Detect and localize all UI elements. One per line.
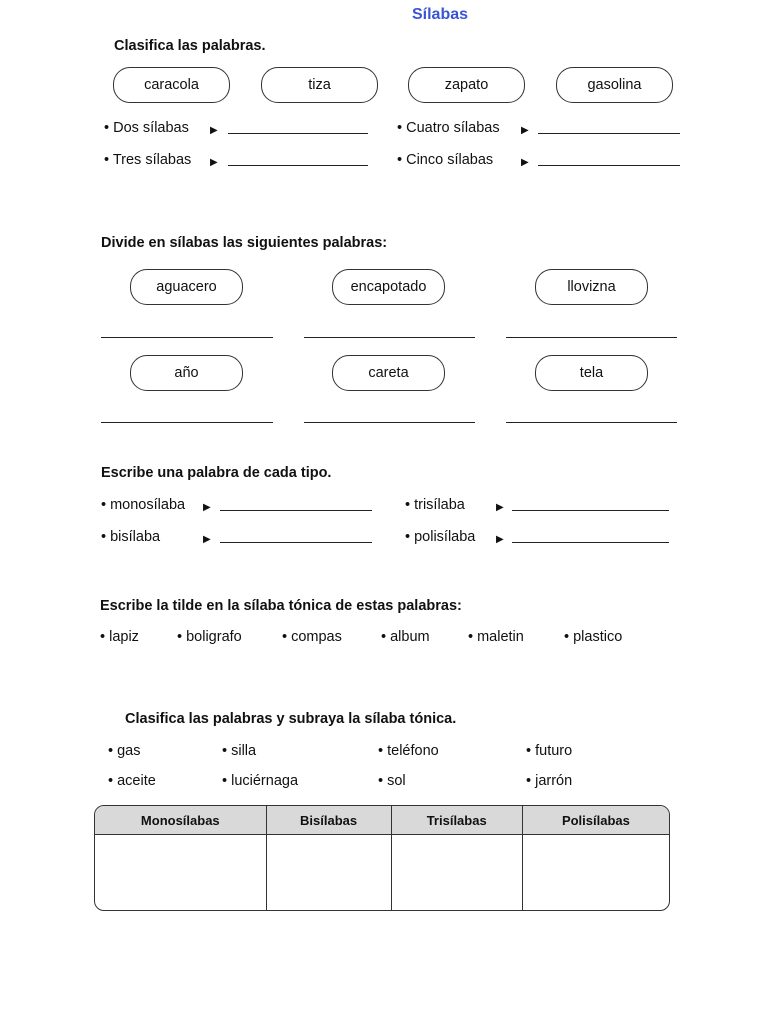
prompt-cuatro-silabas: • Cuatro sílabas xyxy=(397,120,500,136)
word-label: silla xyxy=(231,743,257,759)
word-label: aceite xyxy=(117,773,156,789)
list-item: • compas xyxy=(282,629,342,645)
bullet-icon: • xyxy=(108,773,118,789)
column-header-monosilabas: Monosílabas xyxy=(95,806,267,835)
prompt-tres-silabas: • Tres sílabas xyxy=(104,152,192,168)
bullet-icon: • xyxy=(378,773,388,789)
answer-line[interactable] xyxy=(304,337,475,338)
table-cell-trisilabas[interactable] xyxy=(392,835,523,910)
answer-line[interactable] xyxy=(228,165,368,166)
list-item xyxy=(222,773,298,789)
list-item: • boligrafo xyxy=(177,629,242,645)
arrow-right-icon: ▶ xyxy=(210,157,218,168)
column-header-trisilabas: Trisílabas xyxy=(392,806,523,835)
table-cell-bisilabas[interactable] xyxy=(267,835,392,910)
answer-line[interactable] xyxy=(538,133,680,134)
table-cell-polisilabas[interactable] xyxy=(523,835,669,910)
list-item xyxy=(108,743,141,759)
arrow-right-icon: ▶ xyxy=(521,125,529,136)
prompt-polisilaba: • polisílaba xyxy=(405,529,476,545)
word-box-encapotado: encapotado xyxy=(332,269,445,305)
column-header-polisilabas: Polisílabas xyxy=(523,806,669,835)
bullet-icon: • xyxy=(526,773,536,789)
arrow-right-icon: ▶ xyxy=(210,125,218,136)
word-box-ano: año xyxy=(130,355,243,391)
bullet-icon: • xyxy=(222,773,232,789)
answer-line[interactable] xyxy=(101,337,273,338)
word-label: gas xyxy=(117,743,141,759)
section5-heading: Clasifica las palabras y subraya la sílaba tónica. xyxy=(125,711,457,727)
list-item: • plastico xyxy=(564,629,623,645)
arrow-right-icon: ▶ xyxy=(203,534,211,545)
prompt-monosilaba: • monosílaba xyxy=(101,497,186,513)
arrow-right-icon: ▶ xyxy=(521,157,529,168)
list-item xyxy=(526,773,572,789)
word-box-aguacero: aguacero xyxy=(130,269,243,305)
list-item xyxy=(222,743,256,759)
answer-line[interactable] xyxy=(506,337,677,338)
word-label: teléfono xyxy=(387,743,439,759)
section4-heading: Escribe la tilde en la sílaba tónica de estas palabras: xyxy=(100,598,462,614)
column-header-bisilabas: Bisílabas xyxy=(267,806,392,835)
answer-line[interactable] xyxy=(101,422,273,423)
bullet-icon: • xyxy=(222,743,232,759)
page-title: Sílabas xyxy=(411,6,469,23)
word-box-llovizna: llovizna xyxy=(535,269,648,305)
answer-line[interactable] xyxy=(228,133,368,134)
word-box-zapato: zapato xyxy=(408,67,525,103)
prompt-bisilaba: • bisílaba xyxy=(101,529,161,545)
classification-table xyxy=(94,805,670,911)
answer-line[interactable] xyxy=(220,542,372,543)
list-item: • maletin xyxy=(468,629,524,645)
arrow-right-icon: ▶ xyxy=(203,502,211,513)
arrow-right-icon: ▶ xyxy=(496,534,504,545)
bullet-icon: • xyxy=(378,743,388,759)
list-item xyxy=(378,743,439,759)
answer-line[interactable] xyxy=(512,510,669,511)
answer-line[interactable] xyxy=(220,510,372,511)
answer-line[interactable] xyxy=(506,422,677,423)
list-item: • album xyxy=(381,629,430,645)
list-item xyxy=(526,743,572,759)
list-item xyxy=(108,773,156,789)
list-item: • lapiz xyxy=(100,629,139,645)
arrow-right-icon: ▶ xyxy=(496,502,504,513)
word-box-gasolina: gasolina xyxy=(556,67,673,103)
prompt-dos-silabas: • Dos sílabas xyxy=(104,120,189,136)
word-box-careta: careta xyxy=(332,355,445,391)
word-label: jarrón xyxy=(535,773,573,789)
word-label: sol xyxy=(387,773,406,789)
list-item xyxy=(378,773,406,789)
section1-heading: Clasifica las palabras. xyxy=(114,38,266,54)
prompt-cinco-silabas: • Cinco sílabas xyxy=(397,152,494,168)
section3-heading: Escribe una palabra de cada tipo. xyxy=(101,465,332,481)
answer-line[interactable] xyxy=(512,542,669,543)
answer-line[interactable] xyxy=(538,165,680,166)
bullet-icon: • xyxy=(108,743,118,759)
answer-line[interactable] xyxy=(304,422,475,423)
section2-heading: Divide en sílabas las siguientes palabras: xyxy=(101,235,388,251)
word-box-tiza: tiza xyxy=(261,67,378,103)
prompt-trisilaba: • trisílaba xyxy=(405,497,465,513)
word-box-tela: tela xyxy=(535,355,648,391)
word-label: luciérnaga xyxy=(231,773,299,789)
table-cell-monosilabas[interactable] xyxy=(95,835,267,910)
word-label: futuro xyxy=(535,743,573,759)
word-box-caracola: caracola xyxy=(113,67,230,103)
bullet-icon: • xyxy=(526,743,536,759)
